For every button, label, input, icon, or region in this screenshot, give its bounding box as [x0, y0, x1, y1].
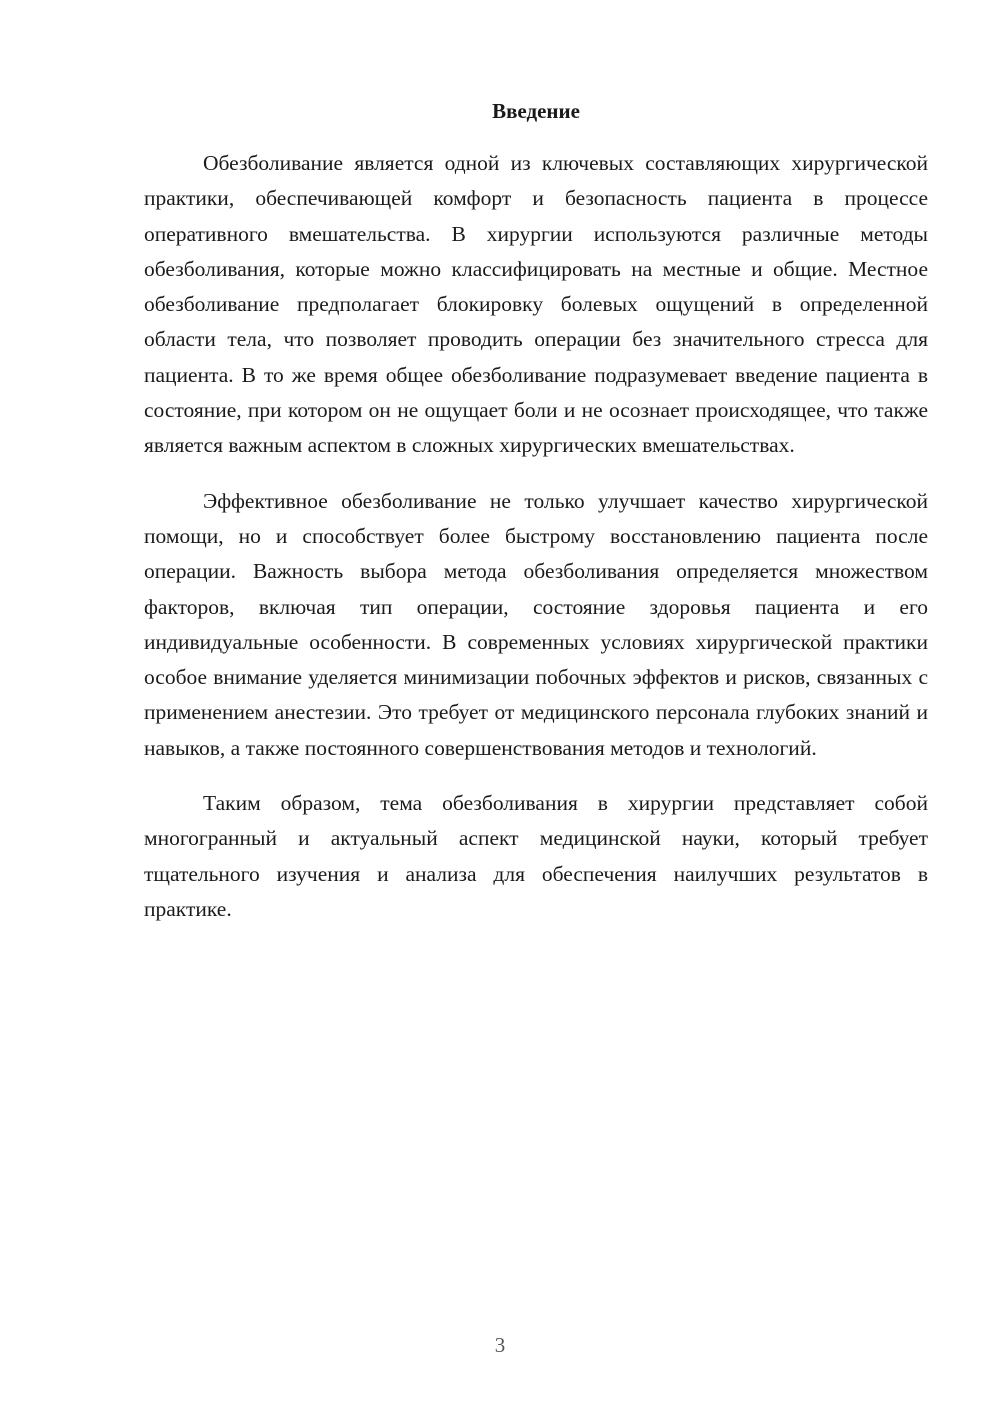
paragraph-3: Таким образом, тема обезболивания в хирургии представляет собой многогранный и актуальный аспект медицинской науки, который требует тщательного изучения и анализа для обеспечения наилучших результатов в практике. [144, 791, 928, 921]
paragraph-2: Эффективное обезболивание не только улучшает качество хирургической помощи, но и способствует более быстрому восстановлению пациента после операции. Важность выбора метода обезболивания определяется множеством факторов, включая тип операции, состояние здоровья пациента и его индивидуальные особенности. В современных условиях хирургической практики особое внимание уделяется минимизации побочных эффектов и рисков, связанных с применением анестезии. Это требует от медицинского персонала глубоких знаний и навыков, а также постоянного совершенствования методов и технологий. [144, 488, 928, 760]
document-page [144, 96, 928, 947]
page-number: 3 [494, 1333, 506, 1357]
paragraph-1: Обезболивание является одной из ключевых составляющих хирургической практики, обеспечивающей комфорт и безопасность пациента в процессе оперативного вмешательства. В хирургии используются различные методы обезболивания, которые можно классифицировать на местные и общие. Местное обезболивание предполагает блокировку болевых ощущений в определенной области тела, что позволяет проводить операции без значительного стресса для пациента. В то же время общее обезболивание подразумевает введение пациента в состояние, при котором он не ощущает боли и не осознает происходящее, что также является важным аспектом в сложных хирургических вмешательствах. [144, 151, 928, 458]
section-title: Введение [492, 99, 580, 123]
